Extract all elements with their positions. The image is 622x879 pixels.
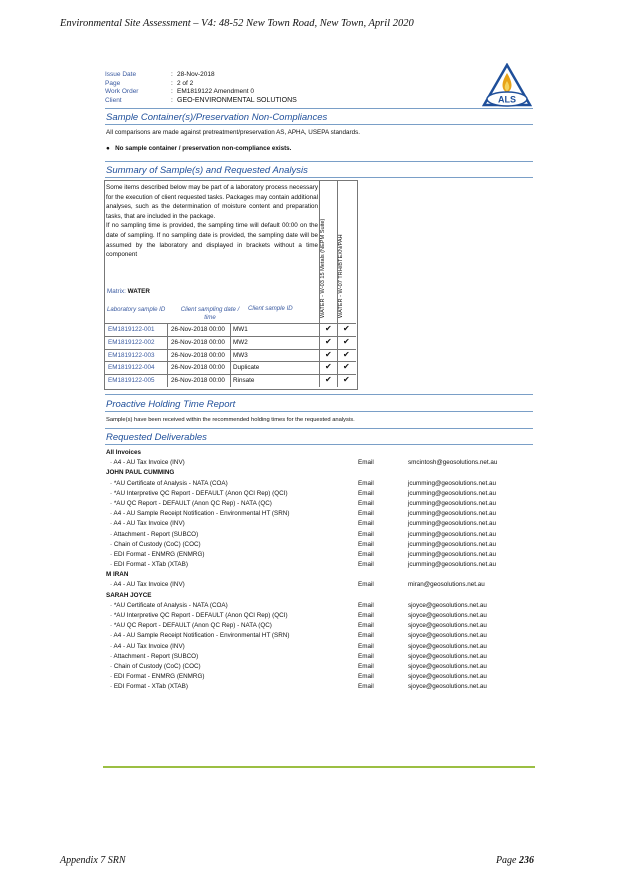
noncompliance-bullet: ● No sample container / preservation non-compliance exists. — [106, 145, 292, 152]
recipient-group-name: All Invoices — [106, 449, 141, 456]
section-title-summary: Summary of Sample(s) and Requested Analysis — [106, 165, 308, 176]
client-label: Client — [105, 96, 122, 104]
lab-sample-id: EM1819122-005 — [108, 377, 155, 385]
deliverable-item — [106, 621, 536, 631]
deliverable-name: - A4 - AU Sample Receipt Notification - Environmental HT (SRN) — [110, 631, 289, 641]
recipient-email[interactable]: sjoyce@geosolutions.net.au — [408, 683, 487, 691]
page-label: Page — [105, 79, 121, 87]
issue-date: 28-Nov-2018 — [177, 71, 215, 78]
section-title-deliverables: Requested Deliverables — [106, 432, 207, 443]
deliverable-item — [106, 560, 536, 570]
logo-text: ALS — [498, 94, 516, 105]
matrix-line: Matrix: WATER — [107, 288, 150, 295]
client-sample-id: Duplicate — [233, 364, 260, 372]
deliverable-item — [106, 611, 536, 621]
recipient-email[interactable]: jcumming@geosolutions.net.au — [408, 479, 496, 487]
recipient-email[interactable]: sjoyce@geosolutions.net.au — [408, 673, 487, 681]
deliverable-item — [106, 530, 536, 540]
check-icon: ✔ — [325, 375, 332, 385]
divider — [105, 444, 533, 445]
deliverable-item — [106, 642, 536, 652]
deliverable-name: - A4 - AU Tax Invoice (INV) — [110, 580, 185, 590]
delivery-method: Email — [358, 520, 374, 528]
deliverable-name: - *AU QC Report - DEFAULT (Anon QC Rep) - NATA (QC) — [110, 621, 272, 631]
deliverable-item — [106, 550, 536, 560]
deliverable-name: - A4 - AU Tax Invoice (INV) — [110, 458, 185, 468]
running-footer-right: Page 236 — [495, 855, 534, 866]
client-sample-id: Rinsate — [233, 377, 255, 385]
deliverable-name: - *AU Certificate of Analysis - NATA (COA) — [110, 601, 228, 611]
divider — [105, 177, 533, 178]
section-title-holding-time: Proactive Holding Time Report — [106, 399, 236, 410]
check-icon: ✔ — [343, 349, 350, 359]
client-sample-id: MW3 — [233, 351, 248, 359]
sample-row — [105, 349, 356, 362]
col-lab-sample-id: Laboratory sample ID — [107, 306, 166, 313]
delivery-method: Email — [358, 683, 374, 691]
deliverable-item — [106, 519, 536, 529]
client-name: GEO-ENVIRONMENTAL SOLUTIONS — [177, 96, 297, 104]
check-icon: ✔ — [343, 362, 350, 372]
bullet-icon: ● — [106, 145, 110, 152]
divider — [105, 411, 533, 412]
recipient-email[interactable]: jcumming@geosolutions.net.au — [408, 540, 496, 548]
delivery-method: Email — [358, 581, 374, 589]
recipient-email[interactable]: jcumming@geosolutions.net.au — [408, 530, 496, 538]
sample-row — [105, 336, 356, 349]
col-sampling-date: Client sampling date / time — [180, 306, 240, 321]
recipient-email[interactable]: jcumming@geosolutions.net.au — [408, 520, 496, 528]
recipient-email[interactable]: miran@geosolutions.net.au — [408, 581, 485, 589]
sampling-datetime: 26-Nov-2018 00:00 — [171, 364, 225, 372]
deliverable-name: - A4 - AU Sample Receipt Notification - Environmental HT (SRN) — [110, 509, 289, 519]
deliverable-name: - EDI Format - XTab (XTAB) — [110, 682, 188, 692]
delivery-method: Email — [358, 499, 374, 507]
divider — [105, 394, 533, 395]
page-number: 2 of 2 — [177, 79, 194, 87]
delivery-method: Email — [358, 479, 374, 487]
lab-sample-id: EM1819122-004 — [108, 364, 155, 372]
recipient-email[interactable]: sjoyce@geosolutions.net.au — [408, 601, 487, 609]
recipient-email[interactable]: sjoyce@geosolutions.net.au — [408, 662, 487, 670]
sample-row — [105, 374, 356, 387]
recipient-email[interactable]: jcumming@geosolutions.net.au — [408, 510, 496, 518]
delivery-method: Email — [358, 550, 374, 558]
deliverable-item — [106, 672, 536, 682]
deliverable-name: - *AU Interpretive QC Report - DEFAULT (Anon QCI Rep) (QCI) — [110, 611, 288, 621]
als-logo — [482, 63, 532, 109]
client-sample-id: MW2 — [233, 338, 248, 346]
recipient-email[interactable]: jcumming@geosolutions.net.au — [408, 489, 496, 497]
client-sample-id: MW1 — [233, 326, 248, 333]
delivery-method: Email — [358, 622, 374, 630]
delivery-method: Email — [358, 632, 374, 640]
deliverable-name: - EDI Format - ENMRG (ENMRG) — [110, 672, 204, 682]
footer-rule — [103, 766, 535, 768]
delivery-method: Email — [358, 662, 374, 670]
report-meta: Issue Date : 28-Nov-2018 Page : 2 of 2 Work Order : EM1819122 Amendment 0 Client : GEO-ENVIRONMENTAL SOLUTIONS — [105, 71, 297, 104]
recipient-email[interactable]: sjoyce@geosolutions.net.au — [408, 622, 487, 630]
lab-sample-id: EM1819122-002 — [108, 338, 155, 346]
check-icon: ✔ — [343, 336, 350, 346]
work-order: EM1819122 Amendment 0 — [177, 88, 254, 96]
check-icon: ✔ — [343, 324, 350, 333]
sampling-datetime: 26-Nov-2018 00:00 — [171, 338, 225, 346]
delivery-method: Email — [358, 530, 374, 538]
deliverable-name: - A4 - AU Tax Invoice (INV) — [110, 519, 185, 529]
recipient-email[interactable]: smcintosh@geosolutions.net.au — [408, 459, 498, 467]
deliverables-list — [106, 448, 536, 693]
delivery-method: Email — [358, 459, 374, 467]
deliverable-item — [106, 458, 536, 468]
recipient-email[interactable]: sjoyce@geosolutions.net.au — [408, 612, 487, 619]
delivery-method: Email — [358, 673, 374, 681]
work-order-label: Work Order — [105, 88, 139, 96]
deliverable-item — [106, 499, 536, 509]
deliverable-item — [106, 489, 536, 499]
deliverable-name: - Chain of Custody (CoC) (COC) — [110, 540, 201, 550]
deliverable-item — [106, 601, 536, 611]
delivery-method: Email — [358, 561, 374, 569]
recipient-email[interactable]: sjoyce@geosolutions.net.au — [408, 632, 487, 640]
deliverable-name: - EDI Format - ENMRG (ENMRG) — [110, 550, 204, 560]
check-icon: ✔ — [343, 375, 350, 385]
deliverable-item — [106, 682, 536, 692]
deliverable-item — [106, 479, 536, 489]
recipient-group-name: JOHN PAUL CUMMING — [106, 469, 175, 477]
deliverable-name: - Attachment - Report (SUBCO) — [110, 530, 198, 540]
delivery-method: Email — [358, 510, 374, 518]
sample-row — [105, 361, 356, 374]
sampling-datetime: 26-Nov-2018 00:00 — [171, 326, 225, 333]
divider — [105, 124, 533, 125]
deliverable-name: - *AU Interpretive QC Report - DEFAULT (Anon QCI Rep) (QCI) — [110, 489, 288, 499]
deliverable-item — [106, 631, 536, 641]
issue-date-label: Issue Date — [105, 71, 137, 78]
deliverable-name: - Chain of Custody (CoC) (COC) — [110, 662, 201, 672]
divider — [105, 108, 533, 109]
deliverable-item — [106, 509, 536, 519]
deliverable-name: - A4 - AU Tax Invoice (INV) — [110, 642, 185, 652]
divider — [105, 161, 533, 162]
delivery-method: Email — [358, 540, 374, 548]
recipient-email[interactable]: jcumming@geosolutions.net.au — [408, 550, 496, 558]
check-icon: ✔ — [325, 362, 332, 372]
analysis-column-w07: WATER - W-07 TRH/BTEXN/PAH — [338, 234, 344, 318]
lab-sample-id: EM1819122-001 — [108, 326, 155, 333]
recipient-email[interactable]: jcumming@geosolutions.net.au — [408, 561, 496, 569]
recipient-group-name: SARAH JOYCE — [106, 591, 152, 599]
running-header: Environmental Site Assessment – V4: 48-52 New Town Road, New Town, April 2020 — [60, 18, 414, 29]
recipient-email[interactable]: jcumming@geosolutions.net.au — [408, 499, 496, 507]
col-client-sample-id: Client sample ID — [248, 305, 293, 312]
deliverable-item — [106, 540, 536, 550]
delivery-method: Email — [358, 652, 374, 660]
holding-time-note: Sample(s) have been received within the recommended holding times for the requested analysis. — [106, 417, 355, 423]
sample-row — [105, 323, 356, 336]
deliverable-item — [106, 580, 536, 590]
deliverable-name: - Attachment - Report (SUBCO) — [110, 652, 198, 662]
recipient-email[interactable]: sjoyce@geosolutions.net.au — [408, 652, 487, 660]
lab-sample-id: EM1819122-003 — [108, 351, 155, 359]
recipient-group-name: M IRAN — [106, 571, 129, 579]
deliverable-item — [106, 662, 536, 672]
delivery-method: Email — [358, 612, 374, 619]
sampling-datetime: 26-Nov-2018 00:00 — [171, 377, 225, 385]
deliverable-name: - EDI Format - XTab (XTAB) — [110, 560, 188, 570]
delivery-method: Email — [358, 601, 374, 609]
section-title-noncompliances: Sample Container(s)/Preservation Non-Compliances — [106, 112, 328, 123]
deliverable-item — [106, 652, 536, 662]
deliverable-name: - *AU QC Report - DEFAULT (Anon QC Rep) - NATA (QC) — [110, 499, 272, 509]
delivery-method: Email — [358, 489, 374, 497]
analysis-column-w03: WATER - W-03 15 Metals (NEPM Suite) — [320, 218, 326, 318]
summary-notes: Some items described below may be part of a laboratory process necessary for the execution of client requested tasks. Packages may contain additional analyses, such as the determination of moisture content and preparation tasks, that are included in the package. If no sampling time is provided, the sampling time will default 00:00 on the date of sampling. If no sampling date is provided, the sampling date will be assumed by the laboratory and displayed in brackets without a time component — [106, 184, 318, 259]
divider — [105, 428, 533, 429]
check-icon: ✔ — [325, 336, 332, 346]
sampling-datetime: 26-Nov-2018 00:00 — [171, 351, 225, 359]
delivery-method: Email — [358, 642, 374, 650]
check-icon: ✔ — [325, 349, 332, 359]
deliverable-name: - *AU Certificate of Analysis - NATA (COA) — [110, 479, 228, 489]
running-footer-left: Appendix 7 SRN — [60, 855, 126, 866]
check-icon: ✔ — [325, 324, 332, 333]
comparison-note: All comparisons are made against pretreatment/preservation AS, APHA, USEPA standards. — [106, 129, 360, 136]
recipient-email[interactable]: sjoyce@geosolutions.net.au — [408, 642, 487, 650]
